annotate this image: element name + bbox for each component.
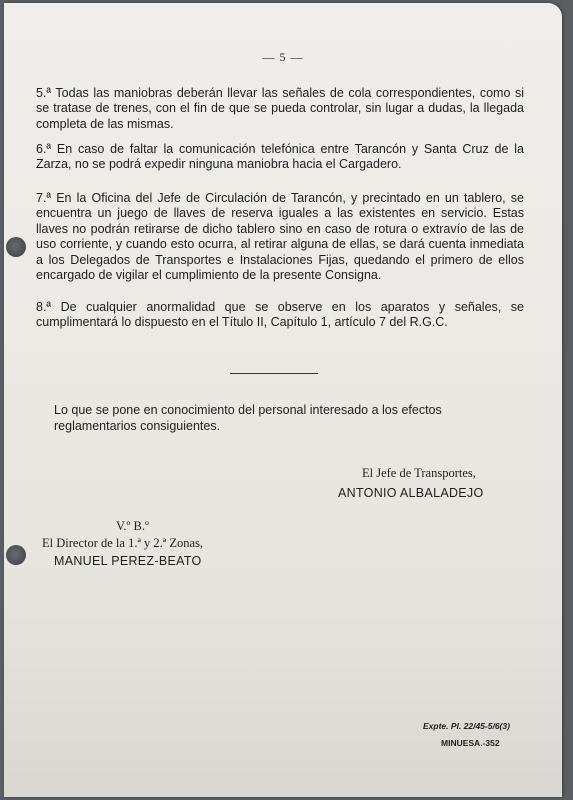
signatory-name: ANTONIO ALBALADEJO [338,486,484,500]
printer-mark: MINUESA.-352 [441,738,500,748]
file-reference: Expte. Pl. 22/45-5/6(3) [423,721,510,731]
closing-statement: Lo que se pone en conocimiento del personal interesado a los efectos reglamentarios consiguientes. [54,403,442,433]
page-number: — 5 — [262,50,304,64]
section-divider [230,373,318,374]
paragraph-text: En caso de faltar la comunicación telefónica entre Tarancón y Santa Cruz de la Zarza, no se podrá expedir ninguna maniobra hacia el Cargadero. [36,142,524,172]
paragraph-6 [36,142,524,173]
paragraph-8 [36,300,524,331]
paragraph-5 [36,86,524,132]
paragraph-text: Todas las maniobras deberán llevar las señales de cola correspondientes, como si se tratase de trenes, con el fin de que se pueda controlar, sin lugar a dudas, la llegada completa de las mismas. [36,86,524,131]
approval-mark: V.º B.º [116,519,149,533]
director-title: El Director de la 1.ª y 2.ª Zonas, [42,536,204,550]
director-name: MANUEL PEREZ-BEATO [54,554,202,568]
binder-hole-top [6,237,26,257]
paragraph-number: 5.ª [36,86,52,100]
paragraph-number: 8.ª [36,300,52,314]
paragraph-text: En la Oficina del Jefe de Circulación de Tarancón, y precintado en un tablero, se encuentra un juego de llaves de reserva iguales a las existentes en servicio. Estas llaves no podrán retirarse de dicho tablero sino en caso de rotura o extravío de las de uso corriente, y cuando esto ocurra, al retirar alguna de ellas, se dará cuenta inmediata a los Delegados de Transportes e Instalaciones Fijas, quedando el primero de ellos encargado de vigilar el cumplimiento de la presente Consigna. [36,191,524,283]
signatory-title: El Jefe de Transportes, [362,466,476,480]
document-page [4,3,562,797]
paragraph-7 [36,191,524,283]
paragraph-number: 7.ª [36,191,52,205]
paragraph-number: 6.ª [36,142,52,156]
binder-hole-bottom [6,545,26,565]
paragraph-text: De cualquier anormalidad que se observe en los aparatos y señales, se cumplimentará lo dispuesto en el Título II, Capítulo 1, artículo 7 del R.G.C. [36,300,524,330]
